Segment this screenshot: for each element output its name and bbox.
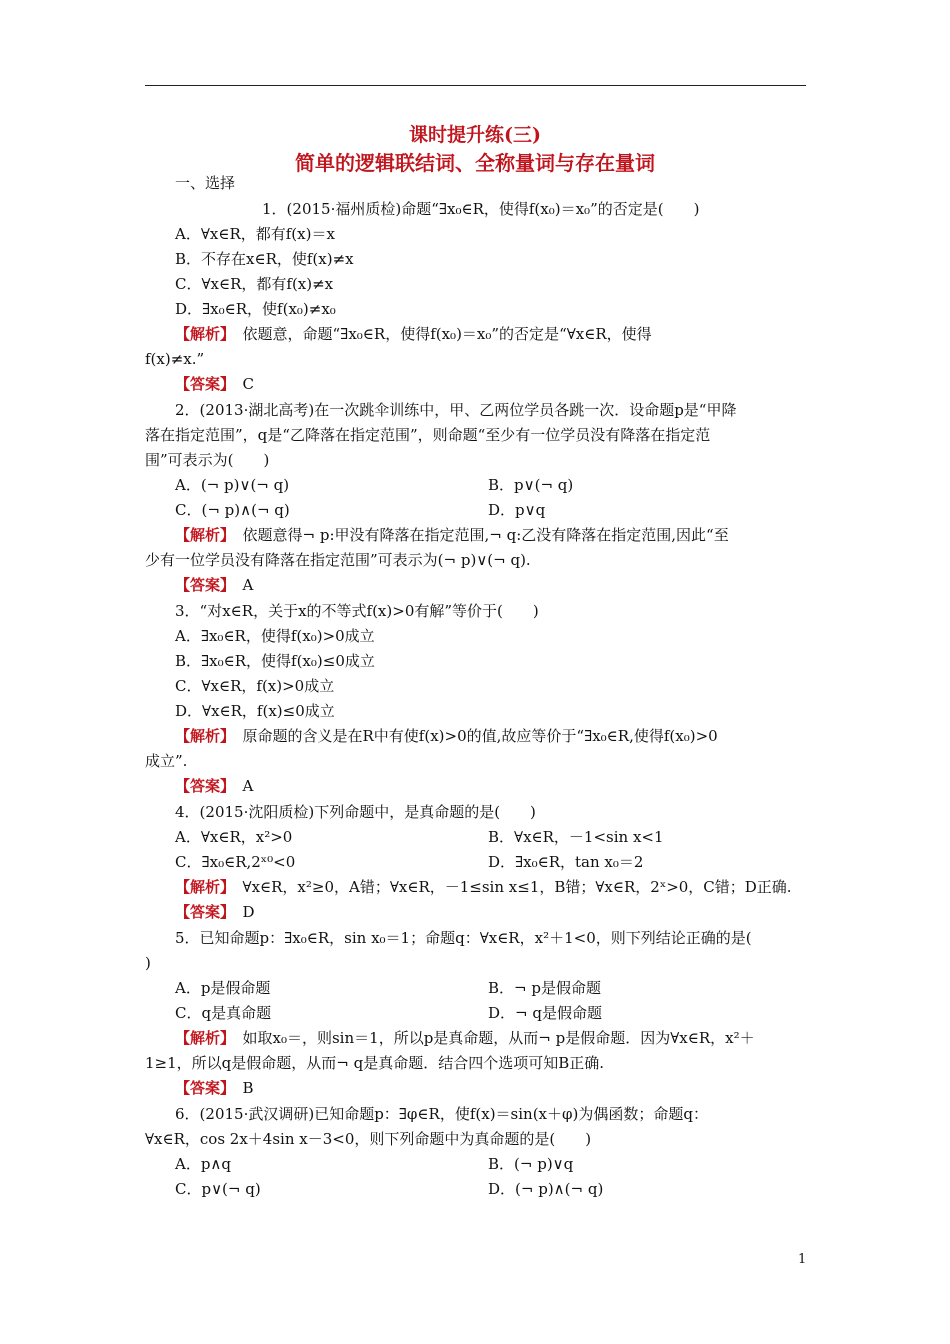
q2-analysis-text: 依题意得¬ p:甲没有降落在指定范围,¬ q:乙没有降落在指定范围,因此“至: [227, 526, 729, 544]
answer-tag: 【答案】: [175, 777, 228, 795]
answer-tag: 【答案】: [175, 576, 228, 594]
answer-tag: 【答案】: [175, 903, 228, 921]
q5-stem-line: ): [145, 954, 151, 972]
q1-answer: [175, 374, 254, 394]
q6-stem-line: 6．(2015·武汉调研)已知命题p：∃φ∈R，使f(x)＝sin(x＋φ)为偶函数；命题q：: [175, 1105, 708, 1123]
analysis-tag: 【解析】: [175, 727, 228, 745]
q4-stem-line: 4．(2015·沈阳质检)下列命题中，是真命题的是( ): [175, 803, 536, 821]
q5-analysis-cont: 1≥1，所以q是假命题，从而¬ q是真命题．结合四个选项可知B正确.: [145, 1054, 604, 1072]
q2-stem-line: 落在指定范围”，q是“乙降落在指定范围”，则命题“至少有一位学员没有降落在指定范: [145, 426, 711, 444]
q5-option-b: B．¬ p是假命题: [488, 979, 601, 997]
q6-option-d: D．(¬ p)∧(¬ q): [488, 1180, 604, 1198]
q1-option-c: C．∀x∈R，都有f(x)≠x: [175, 275, 334, 293]
q5-answer-value: B: [227, 1079, 254, 1097]
section-heading: 一、选择: [175, 174, 236, 192]
q2-option-b: B．p∨(¬ q): [488, 476, 574, 494]
page-subtitle: 简单的逻辑联结词、全称量词与存在量词: [295, 151, 655, 175]
q5-analysis: [175, 1028, 755, 1048]
q4-analysis-text: ∀x∈R，x²≥0，A错；∀x∈R，－1≤sin x≤1，B错；∀x∈R，2ˣ>0，C错；D正确.: [227, 878, 792, 896]
q3-option-a: A．∃x₀∈R，使得f(x₀)>0成立: [175, 627, 375, 645]
q3-analysis-cont: 成立”.: [145, 752, 188, 770]
q6-option-a: A．p∧q: [175, 1155, 232, 1173]
q3-answer-value: A: [227, 777, 254, 795]
q6-option-c: C．p∨(¬ q): [175, 1180, 261, 1198]
q1-option-b: B．不存在x∈R，使f(x)≠x: [175, 250, 354, 268]
q1-stem-line: 1．(2015·福州质检)命题“∃x₀∈R，使得f(x₀)＝x₀”的否定是( ): [262, 200, 700, 218]
q1-analysis-cont: f(x)≠x.”: [145, 350, 205, 368]
q2-answer-value: A: [227, 576, 254, 594]
q3-option-b: B．∃x₀∈R，使得f(x₀)≤0成立: [175, 652, 375, 670]
q5-option-d: D．¬ q是假命题: [488, 1004, 602, 1022]
analysis-tag: 【解析】: [175, 526, 228, 544]
q5-stem-line: 5．已知命题p：∃x₀∈R，sin x₀＝1；命题q：∀x∈R，x²＋1<0，则下列结论正确的是(: [175, 929, 752, 947]
q2-option-d: D．p∨q: [488, 501, 546, 519]
page-title: 课时提升练(三): [409, 124, 541, 146]
q3-answer: [175, 776, 253, 796]
header-rule: [145, 85, 806, 86]
q6-option-b: B．(¬ p)∨q: [488, 1155, 574, 1173]
analysis-tag: 【解析】: [175, 1029, 228, 1047]
q5-analysis-text: 如取x₀＝，则sin＝1，所以p是真命题，从而¬ p是假命题．因为∀x∈R，x²＋: [227, 1029, 755, 1047]
q2-stem-line: 围”可表示为( ): [145, 451, 270, 469]
q3-option-d: D．∀x∈R，f(x)≤0成立: [175, 702, 335, 720]
q4-answer: [175, 902, 255, 922]
q3-analysis-text: 原命题的含义是在R中有使f(x)>0的值,故应等价于“∃x₀∈R,使得f(x₀)>0: [227, 727, 718, 745]
q4-option-a: A．∀x∈R，x²>0: [175, 828, 293, 846]
q2-option-c: C．(¬ p)∧(¬ q): [175, 501, 290, 519]
q4-option-c: C．∃x₀∈R,2ˣ⁰<0: [175, 853, 296, 871]
q3-analysis: [175, 726, 718, 746]
q6-stem-line: ∀x∈R，cos 2x＋4sin x－3<0，则下列命题中为真命题的是( ): [145, 1130, 592, 1148]
q5-option-c: C．q是真命题: [175, 1004, 272, 1022]
q2-analysis-cont: 少有一位学员没有降落在指定范围”可表示为(¬ p)∨(¬ q).: [145, 551, 531, 569]
q4-option-d: D．∃x₀∈R，tan x₀＝2: [488, 853, 644, 871]
page-number: 1: [798, 1252, 807, 1267]
q4-answer-value: D: [227, 903, 255, 921]
q3-option-c: C．∀x∈R，f(x)>0成立: [175, 677, 335, 695]
q3-stem-line: 3．“对x∈R，关于x的不等式f(x)>0有解”等价于( ): [175, 602, 539, 620]
q1-option-d: D．∃x₀∈R，使f(x₀)≠x₀: [175, 300, 336, 318]
q5-option-a: A．p是假命题: [175, 979, 271, 997]
analysis-tag: 【解析】: [175, 878, 228, 896]
analysis-tag: 【解析】: [175, 325, 228, 343]
q2-option-a: A．(¬ p)∨(¬ q): [175, 476, 290, 494]
q1-analysis: [175, 324, 652, 344]
q2-answer: [175, 575, 253, 595]
q1-option-a: A．∀x∈R，都有f(x)＝x: [175, 225, 335, 243]
answer-tag: 【答案】: [175, 375, 228, 393]
answer-tag: 【答案】: [175, 1079, 228, 1097]
q2-stem-line: 2．(2013·湖北高考)在一次跳伞训练中，甲、乙两位学员各跳一次．设命题p是“甲降: [175, 401, 737, 419]
q1-analysis-text: 依题意，命题“∃x₀∈R，使得f(x₀)＝x₀”的否定是“∀x∈R，使得: [227, 325, 652, 343]
q4-option-b: B．∀x∈R，－1<sin x<1: [488, 828, 664, 846]
q4-analysis: [175, 877, 792, 897]
q5-answer: [175, 1078, 254, 1098]
q2-analysis: [175, 525, 729, 545]
q1-answer-value: C: [227, 375, 254, 393]
